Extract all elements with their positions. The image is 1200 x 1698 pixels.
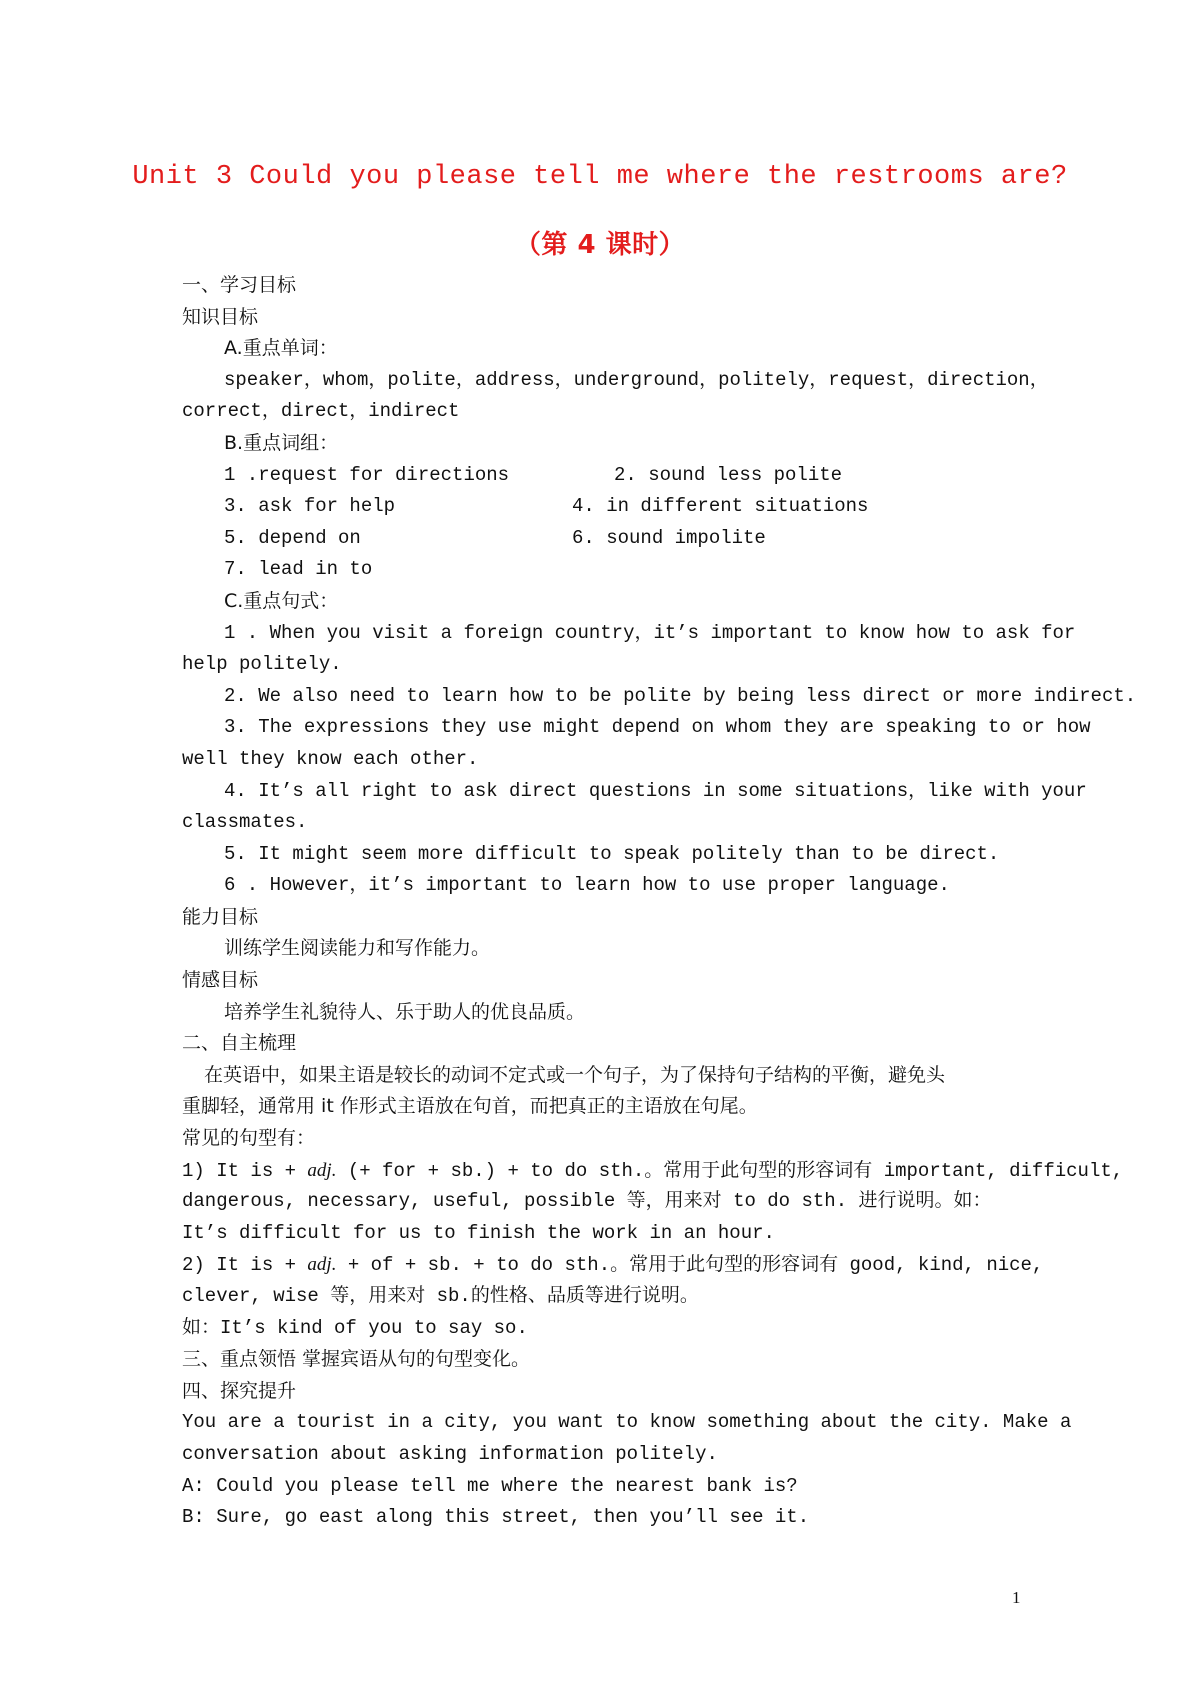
key-sentences-label: C.重点句式： [224,589,339,612]
section-heading-self-study: 二、自主梳理 [182,1032,297,1055]
pattern-adj: adj. [307,1254,337,1276]
phrase-item: 4. in different situations [572,495,869,518]
key-sentence: 1 . When you visit a foreign country，it’s important to know how to ask for [224,621,1076,644]
pattern-two [182,1249,1044,1281]
emotion-goals-text: 培养学生礼貌待人、乐于助人的优良品质。 [224,1000,586,1023]
key-words-line: correct，direct，indirect [182,400,460,423]
section-heading-explore: 四、探究提升 [182,1379,297,1402]
key-sentence: help politely. [182,653,342,676]
phrase-item: 6. sound impolite [572,526,766,549]
phrase-item: 5. depend on [224,526,361,549]
grammar-paragraph: 在英语中，如果主语是较长的动词不定式或一个句子，为了保持句子结构的平衡，避免头 [204,1063,946,1086]
ability-goals-label: 能力目标 [182,905,259,928]
key-phrases-label: B.重点词组： [224,431,339,454]
key-sentence: 4. It’s all right to ask direct questions in some situations，like with your [224,779,1087,802]
phrase-item: 3. ask for help [224,495,396,518]
document-title: Unit 3 Could you please tell me where the restrooms are? [132,162,1068,192]
pattern-adj: adj. [307,1159,337,1181]
task-text: conversation about asking information politely. [182,1442,718,1465]
lesson-subtitle: （第 4 课时） [514,230,686,260]
phrase-row [182,460,1032,492]
phrase-row [182,523,1032,555]
knowledge-goals-label: 知识目标 [182,305,259,328]
key-words-line: speaker，whom，polite，address，underground，politely，request，direction， [224,368,1049,391]
grammar-paragraph: 重脚轻，通常用 it 作形式主语放在句首，而把真正的主语放在句尾。 [182,1095,758,1118]
pattern-one [182,1155,1124,1187]
document-body [182,270,1137,1534]
key-sentence: 5. It might seem more difficult to speak politely than to be direct. [224,842,1000,865]
section-heading-key-points: 三、重点领悟 掌握宾语从句的句型变化。 [182,1348,531,1371]
pattern-two-example: 如：It’s kind of you to say so. [182,1316,528,1339]
task-text: You are a tourist in a city, you want to know something about the city. Make a [182,1411,1072,1434]
pattern-one-example: It’s difficult for us to finish the work in an hour. [182,1221,775,1244]
key-sentence: 2. We also need to learn how to be polite by being less direct or more indirect. [224,684,1137,707]
key-words-label: A.重点单词： [224,337,338,360]
pattern-text: 2) It is + [182,1254,308,1277]
phrase-item: 7. lead in to [224,558,373,581]
dialogue-line-b: B: Sure, go east along this street, then you’ll see it. [182,1506,810,1529]
page-number: 1 [1012,1588,1021,1607]
pattern-text: 1) It is + [182,1159,308,1182]
key-sentence: 3. The expressions they use might depend on whom they are speaking to or how [224,716,1091,739]
common-patterns-label: 常见的句型有： [182,1127,316,1150]
ability-goals-text: 训练学生阅读能力和写作能力。 [224,937,491,960]
emotion-goals-label: 情感目标 [182,969,259,992]
dialogue-line-a: A: Could you please tell me where the nearest bank is? [182,1474,798,1497]
phrase-row [182,491,1032,523]
pattern-one-cont: dangerous, necessary, useful, possible 等，用来对 to do sth. 进行说明。如： [182,1190,992,1213]
phrase-row [182,554,1032,586]
pattern-text: + of + sb. + to do sth.。常用于此句型的形容词有 good, kind, nice, [336,1254,1044,1277]
section-heading-goals: 一、学习目标 [182,274,297,296]
key-sentence: 6 . However，it’s important to learn how to use proper language. [224,874,950,897]
key-sentence: classmates. [182,811,308,834]
pattern-two-cont: clever, wise 等，用来对 sb.的性格、品质等进行说明。 [182,1285,699,1307]
pattern-text: (+ for + sb.) + to do sth.。常用于此句型的形容词有 important, difficult, [336,1159,1124,1182]
phrase-item: 2. sound less polite [614,463,843,486]
key-sentence: well they know each other. [182,747,479,770]
phrase-item: 1 .request for directions [224,463,510,486]
